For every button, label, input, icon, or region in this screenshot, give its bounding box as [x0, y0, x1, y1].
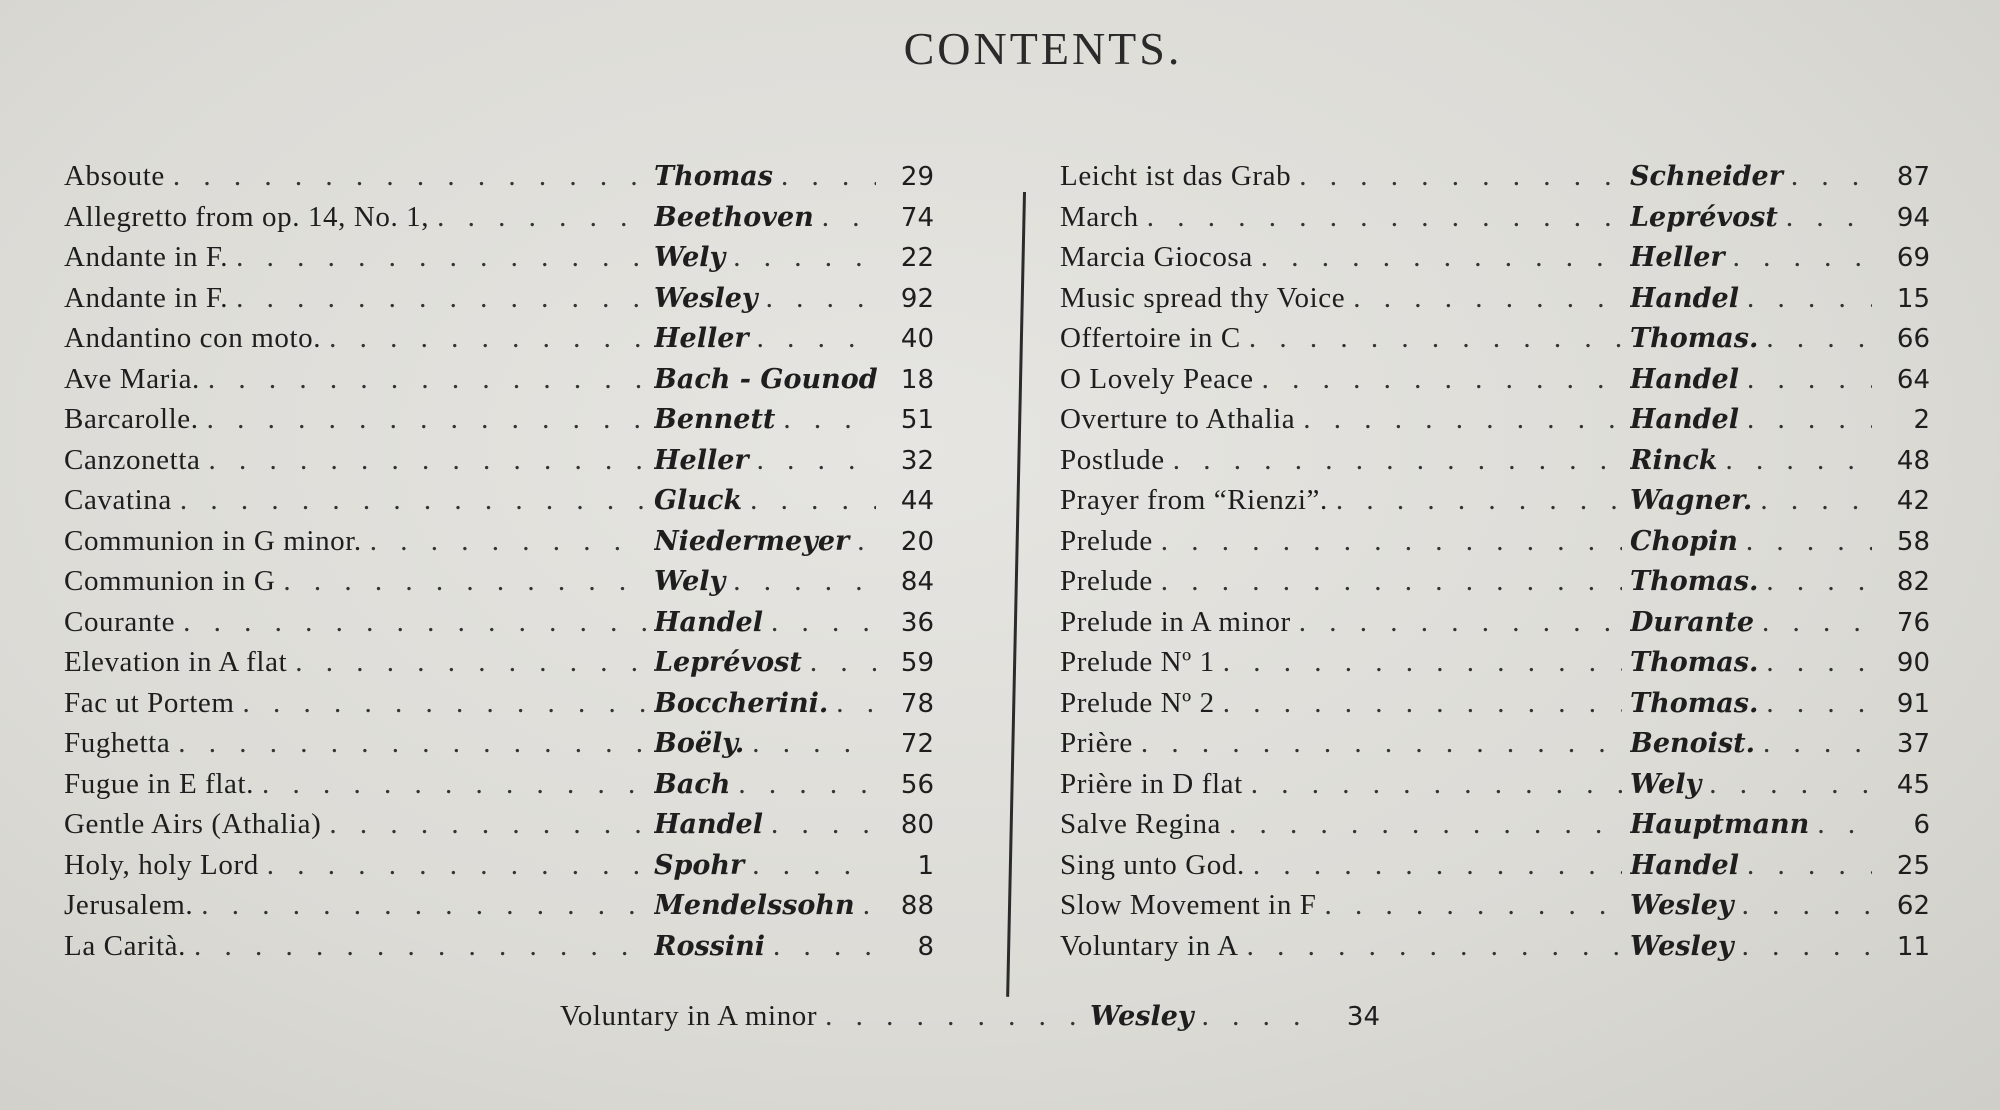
entry-composer: Wely: [654, 566, 726, 597]
leader-dots: [1223, 646, 1622, 679]
leader-dots: [1299, 606, 1622, 639]
leader-dots: [1141, 727, 1622, 760]
leader-dots: [1709, 768, 1872, 801]
leader-dots: [329, 322, 646, 355]
entry-composer: Handel: [1630, 282, 1739, 314]
entry-composer: Handel: [1630, 404, 1739, 435]
entry-title: Leicht ist das Grab: [1060, 160, 1292, 192]
leader-dots: [1247, 930, 1622, 963]
entry-title: Marcia Giocosa: [1060, 241, 1253, 273]
list-item: [1060, 606, 1960, 647]
entry-page: 78: [900, 688, 934, 719]
leader-dots: [752, 727, 876, 760]
entry-page: 80: [900, 810, 934, 840]
entry-title: Offertoire in C: [1060, 322, 1241, 354]
entry-page: 56: [900, 769, 934, 800]
entry-title: Prelude: [1060, 524, 1153, 557]
list-item: [64, 444, 964, 485]
list-item: [1060, 484, 1960, 525]
entry-title: Andante in F.: [64, 241, 229, 273]
list-item: [64, 565, 964, 606]
entry-page: 15: [1896, 283, 1930, 314]
leader-dots: [1746, 525, 1872, 558]
entry-title: Prelude in A minor: [1060, 605, 1291, 638]
entry-page: 25: [1896, 850, 1930, 881]
leader-dots: [750, 484, 876, 517]
leader-dots: [766, 282, 876, 315]
leader-dots: [207, 403, 646, 436]
list-item: [1060, 565, 1960, 606]
leader-dots: [194, 930, 646, 963]
leader-dots: [1202, 1000, 1322, 1033]
leader-dots: [1817, 808, 1872, 841]
entry-composer: Bach: [654, 768, 731, 800]
leader-dots: [1747, 403, 1872, 436]
entry-title: Sing unto God.: [1060, 848, 1245, 881]
entry-page: 92: [900, 283, 934, 314]
leader-dots: [1336, 484, 1622, 517]
list-item: [64, 322, 964, 363]
leader-dots: [1325, 889, 1622, 922]
leader-dots: [773, 930, 876, 963]
entry-composer: Bach - Gounod: [654, 363, 878, 395]
entry-page: 42: [1896, 486, 1930, 516]
leader-dots: [173, 160, 646, 193]
list-item: [1060, 889, 1960, 930]
list-item: [64, 808, 964, 849]
entry-composer: Wesley: [1630, 930, 1734, 962]
list-item: [64, 930, 964, 971]
leader-dots: [1742, 930, 1872, 963]
leader-dots: [733, 241, 876, 274]
entry-composer: Leprévost: [654, 647, 802, 678]
list-item: [1060, 241, 1960, 282]
list-item: [1060, 201, 1960, 242]
entry-page: 82: [1896, 567, 1930, 597]
entry-composer: Wagner.: [1630, 485, 1753, 516]
list-item: [1060, 849, 1960, 890]
entry-title: Prelude Nº 2: [1060, 686, 1215, 719]
entry-page: 32: [900, 445, 934, 476]
entry-composer: Thomas.: [1630, 687, 1759, 719]
entry-page: 66: [1896, 324, 1930, 354]
entry-composer: Chopin: [1630, 525, 1738, 557]
leader-dots: [370, 525, 646, 558]
entry-title: Canzonetta: [64, 443, 201, 476]
entry-title: Communion in G minor.: [64, 524, 362, 557]
entry-title: Gentle Airs (Athalia): [64, 808, 322, 840]
entry-title: Prelude Nº 1: [1060, 646, 1215, 678]
leader-dots: [262, 768, 646, 801]
list-item: [64, 241, 964, 282]
entry-composer: Thomas.: [1630, 566, 1759, 597]
entry-page: 22: [900, 243, 934, 273]
leader-dots: [283, 565, 646, 598]
entry-title: Prelude: [1060, 565, 1153, 597]
entry-page: 69: [1896, 243, 1930, 273]
list-item: [64, 646, 964, 687]
leader-dots: [208, 444, 646, 477]
list-item: [1060, 444, 1960, 485]
entry-page: 74: [900, 202, 934, 233]
entry-title: Voluntary in A: [1060, 929, 1239, 962]
entry-title: Overture to Athalia: [1060, 403, 1296, 435]
entry-composer: Rossini: [654, 930, 765, 962]
entry-composer: Boccherini.: [654, 687, 829, 719]
left-column: [64, 160, 964, 970]
leader-dots: [1747, 849, 1872, 882]
entry-composer: Mendelssohn: [654, 890, 855, 921]
leader-dots: [1303, 403, 1622, 436]
list-item: [1060, 930, 1960, 971]
entry-page: 34: [1346, 1002, 1380, 1032]
entry-composer: Bennett: [654, 404, 776, 435]
entry-title: Courante: [64, 605, 176, 638]
entry-page: 2: [1913, 405, 1930, 435]
leader-dots: [1747, 363, 1872, 396]
leader-dots: [201, 889, 646, 922]
leader-dots: [1251, 768, 1622, 801]
leader-dots: [267, 849, 646, 882]
leader-dots: [1299, 160, 1622, 193]
leader-dots: [178, 727, 646, 760]
leader-dots: [857, 525, 876, 558]
entry-title: Prière: [1060, 727, 1133, 759]
leader-dots: [781, 160, 876, 193]
right-column: [1060, 160, 1960, 970]
list-item: [1060, 160, 1960, 201]
entry-composer: Heller: [654, 444, 749, 476]
leader-dots: [1161, 525, 1622, 558]
entry-composer: Wesley: [1090, 1001, 1194, 1032]
entry-title: Music spread thy Voice: [1060, 281, 1346, 314]
leader-dots: [1229, 808, 1622, 841]
entry-composer: Handel: [654, 809, 763, 840]
leader-dots: [752, 849, 876, 882]
leader-dots: [822, 201, 876, 234]
entry-composer: Rinck: [1630, 444, 1718, 476]
leader-dots: [836, 687, 876, 720]
entry-composer: Thomas.: [1630, 323, 1759, 354]
entry-page: 11: [1896, 931, 1930, 962]
list-item: [1060, 282, 1960, 323]
leader-dots: [208, 363, 646, 396]
entry-title: Postlude: [1060, 443, 1165, 476]
leader-dots: [1249, 322, 1622, 355]
leader-dots: [1261, 241, 1622, 274]
leader-dots: [1766, 565, 1872, 598]
leader-dots: [1762, 606, 1872, 639]
entry-composer: Handel: [654, 606, 763, 638]
leader-dots: [757, 322, 876, 355]
entry-page: 48: [1896, 445, 1930, 476]
leader-dots: [771, 808, 876, 841]
entry-title: Barcarolle.: [64, 403, 199, 435]
list-item: [64, 687, 964, 728]
entry-composer: Beethoven: [654, 201, 814, 233]
leader-dots: [1747, 282, 1872, 315]
list-item: [1060, 646, 1960, 687]
leader-dots: [1766, 687, 1872, 720]
entry-title: Ave Maria.: [64, 362, 200, 395]
entry-composer: Durante: [1630, 606, 1755, 638]
leader-dots: [1253, 849, 1622, 882]
entry-title: Andante in F.: [64, 281, 229, 314]
entry-title: Cavatina: [64, 484, 172, 516]
leader-dots: [243, 687, 646, 720]
column-divider: [1006, 192, 1026, 997]
list-item: [64, 889, 964, 930]
entry-title: Communion in G: [64, 565, 276, 597]
entry-title: Allegretto from op. 14, No. 1,: [64, 200, 430, 233]
leader-dots: [437, 201, 646, 234]
list-item: [1060, 525, 1960, 566]
list-item: [64, 606, 964, 647]
entry-page: 29: [900, 162, 934, 192]
leader-dots: [1161, 565, 1622, 598]
leader-dots: [1766, 646, 1872, 679]
leader-dots: [295, 646, 646, 679]
list-item: [1060, 768, 1960, 809]
list-item: [64, 201, 964, 242]
entry-page: 72: [900, 729, 934, 759]
entry-composer: Wely: [1630, 768, 1702, 800]
leader-dots: [783, 403, 876, 436]
entry-page: 91: [1896, 688, 1930, 719]
leader-dots: [1262, 363, 1622, 396]
entry-title: Absoute: [64, 160, 165, 192]
page-title: CONTENTS.: [903, 23, 1183, 74]
entry-title: Holy, holy Lord: [64, 848, 259, 881]
entry-page: 87: [1896, 162, 1930, 192]
leader-dots: [329, 808, 646, 841]
entry-composer: Gluck: [654, 485, 743, 516]
entry-composer: Handel: [1630, 363, 1739, 395]
entry-composer: Niedermeyer: [654, 525, 850, 557]
leader-dots: [757, 444, 876, 477]
entry-composer: Wely: [654, 242, 726, 273]
list-item: [1060, 687, 1960, 728]
entry-composer: Hauptmann: [1630, 809, 1810, 840]
leader-dots: [180, 484, 646, 517]
entry-composer: Wesley: [654, 282, 758, 314]
entry-page: 64: [1896, 364, 1930, 395]
entry-page: 8: [917, 931, 934, 962]
entry-composer: Thomas.: [1630, 647, 1759, 678]
list-item: [64, 525, 964, 566]
entry-page: 88: [900, 891, 934, 921]
leader-dots: [825, 1000, 1082, 1033]
leader-dots: [183, 606, 646, 639]
leader-dots: [1742, 889, 1872, 922]
entry-title: Salve Regina: [1060, 808, 1222, 840]
entry-page: 44: [900, 486, 934, 516]
entry-composer: Spohr: [654, 849, 745, 881]
leader-dots: [1725, 444, 1872, 477]
entry-page: 45: [1896, 769, 1930, 800]
entry-composer: Handel: [1630, 849, 1739, 881]
entry-page: 90: [1896, 648, 1930, 678]
list-item: [1060, 403, 1960, 444]
entry-page: 58: [1896, 526, 1930, 557]
leader-dots: [1223, 687, 1622, 720]
entry-composer: Thomas: [654, 161, 773, 192]
entry-page: 1: [917, 850, 934, 881]
entry-page: 84: [900, 567, 934, 597]
leader-dots: [1760, 484, 1872, 517]
entry-page: 40: [900, 324, 934, 354]
entry-composer: Heller: [654, 323, 749, 354]
entry-page: 62: [1896, 891, 1930, 921]
list-item: [1060, 363, 1960, 404]
list-item: [64, 282, 964, 323]
entry-title: Fugue in E flat.: [64, 767, 255, 800]
entry-page: 36: [900, 607, 934, 638]
leader-dots: [1763, 727, 1872, 760]
entry-page: 37: [1896, 729, 1930, 759]
list-item: [560, 1000, 1420, 1041]
list-item: [1060, 808, 1960, 849]
leader-dots: [1353, 282, 1622, 315]
leader-dots: [1173, 444, 1622, 477]
entry-page: 51: [900, 405, 934, 435]
leader-dots: [863, 889, 876, 922]
leader-dots: [236, 282, 646, 315]
leader-dots: [1147, 201, 1622, 234]
entry-page: 20: [900, 526, 934, 557]
entry-title: Prière in D flat: [1060, 767, 1243, 800]
leader-dots: [810, 646, 876, 679]
entry-title: O Lovely Peace: [1060, 362, 1254, 395]
final-entry: [560, 1000, 1420, 1041]
list-item: [64, 403, 964, 444]
entry-composer: Benoist.: [1630, 728, 1755, 759]
list-item: [64, 727, 964, 768]
entry-page: 6: [1913, 810, 1930, 840]
list-item: [64, 768, 964, 809]
list-item: [64, 849, 964, 890]
entry-title: Jerusalem.: [64, 889, 194, 921]
leader-dots: [236, 241, 646, 274]
leader-dots: [1733, 241, 1872, 274]
entry-page: 76: [1896, 607, 1930, 638]
list-item: [64, 484, 964, 525]
entry-title: La Carità.: [64, 929, 186, 962]
entry-page: 59: [900, 648, 934, 678]
entry-title: Slow Movement in F: [1060, 889, 1317, 921]
entry-composer: Boëly.: [654, 728, 745, 759]
entry-title: Voluntary in A minor: [560, 1000, 818, 1032]
entry-composer: Leprévost: [1630, 201, 1778, 233]
leader-dots: [1786, 201, 1872, 234]
entry-title: Fac ut Portem: [64, 686, 235, 719]
entry-title: Andantino con moto.: [64, 322, 322, 354]
entry-page: 94: [1896, 202, 1930, 233]
entry-title: Fughetta: [64, 727, 171, 759]
entry-title: March: [1060, 200, 1139, 233]
leader-dots: [738, 768, 876, 801]
leader-dots: [1766, 322, 1872, 355]
leader-dots: [771, 606, 876, 639]
entry-page: 18: [900, 364, 934, 395]
leader-dots: [1791, 160, 1872, 193]
list-item: [64, 363, 964, 404]
leader-dots: [733, 565, 876, 598]
entry-composer: Schneider: [1630, 161, 1783, 192]
list-item: [64, 160, 964, 201]
entry-composer: Heller: [1630, 242, 1725, 273]
list-item: [1060, 322, 1960, 363]
entry-title: Prayer from “Rienzi”.: [1060, 484, 1328, 516]
list-item: [1060, 727, 1960, 768]
entry-title: Elevation in A flat: [64, 646, 288, 678]
entry-composer: Wesley: [1630, 890, 1734, 921]
